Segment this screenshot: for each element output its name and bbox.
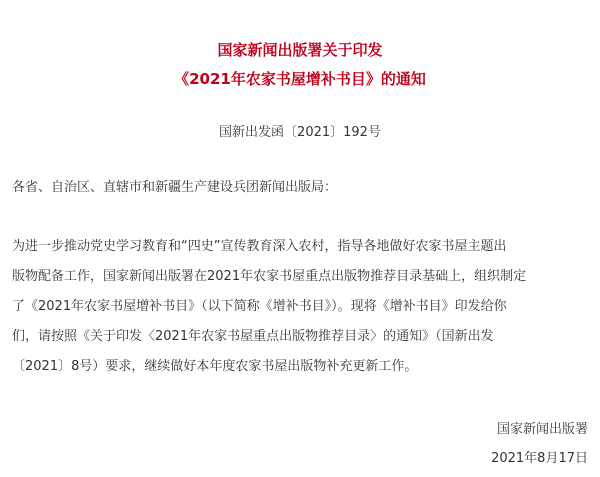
notice-title-line-2: 《2021年农家书屋增补书目》的通知	[174, 70, 426, 88]
signer: 国家新闻出版署	[496, 422, 588, 437]
body-line-4: 们，请按照《关于印发〈2021年农家书屋重点出版物推荐目录〉的通知》（国新出发	[12, 329, 494, 344]
body-line-5: 〔2021〕8号）要求，继续做好本年度农家书屋出版物补充更新工作。	[12, 359, 418, 374]
body-line-1: 为进一步推动党史学习教育和“四史”宣传教育深入农村，指导各地做好农家书屋主题出	[12, 239, 507, 254]
salutation: 各省、自治区、直辖市和新疆生产建设兵团新闻出版局：	[12, 180, 338, 195]
notice-title-line-1: 国家新闻出版署关于印发	[217, 41, 383, 59]
notice-body	[12, 232, 592, 382]
document-number: 国新出发函〔2021〕192号	[219, 125, 381, 140]
body-line-2: 版物配备工作，国家新闻出版署在2021年农家书屋重点出版物推荐目录基础上，组织制定	[12, 269, 527, 284]
body-line-3: 了《2021年农家书屋增补书目》（以下简称《增补书目》）。现将《增补书目》印发给你	[12, 299, 507, 314]
issue-date: 2021年8月17日	[491, 451, 588, 466]
